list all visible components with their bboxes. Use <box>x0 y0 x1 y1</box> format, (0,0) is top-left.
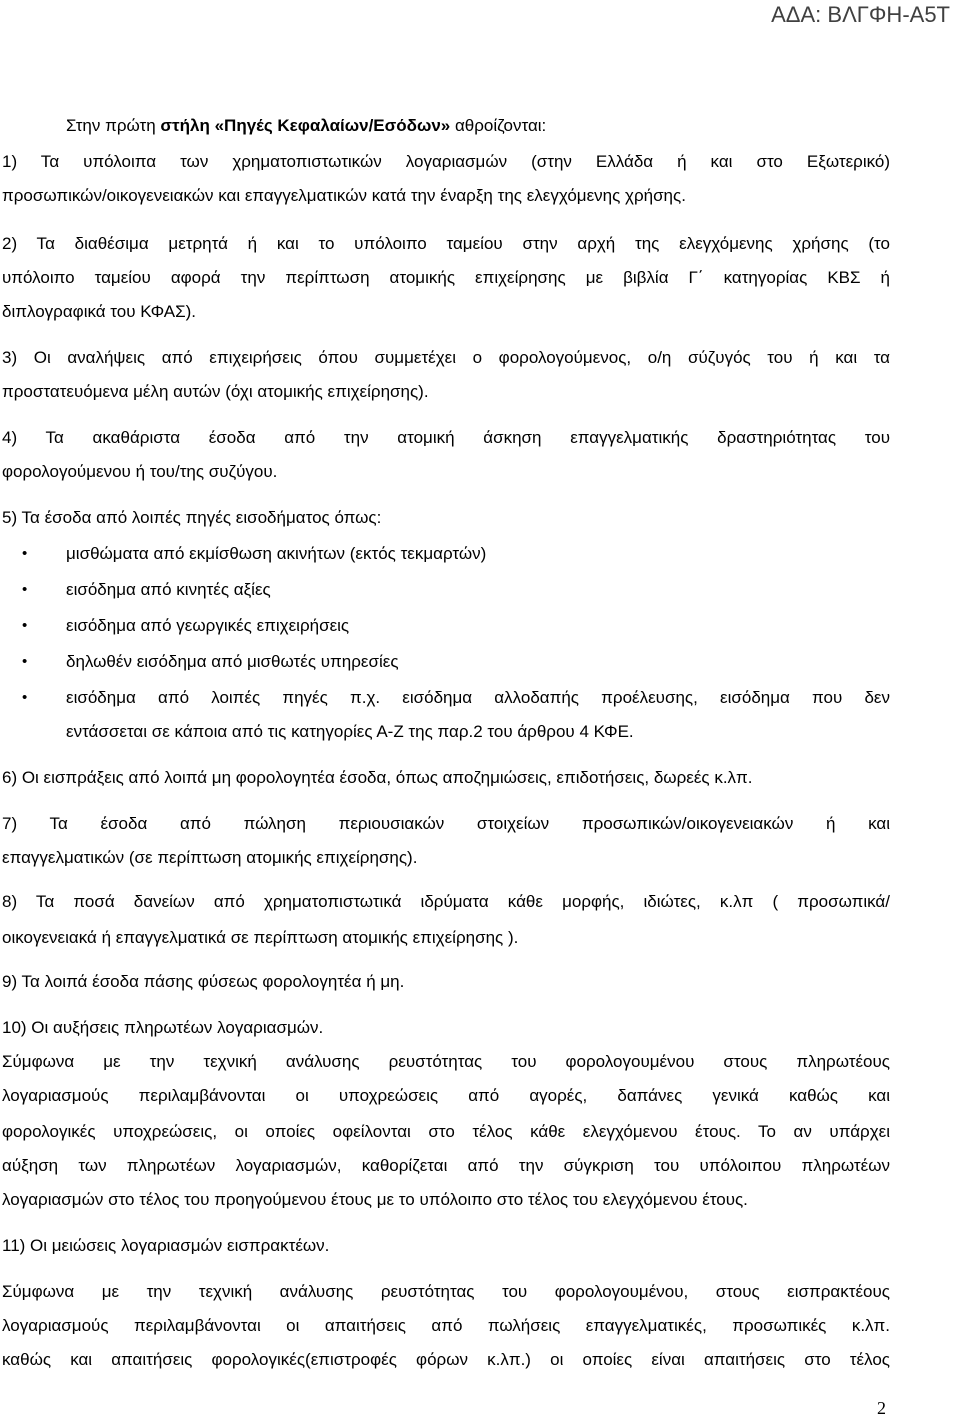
bullet-5-line-1: εισόδημα από λοιπές πηγές π.χ. εισόδημα αλλοδαπής προέλευσης, εισόδημα που δεν <box>66 688 890 707</box>
item-9: 9) Τα λοιπά έσοδα πάσης φύσεως φορολογητέα ή μη. <box>2 972 405 991</box>
bullet-1: μισθώματα από εκμίσθωση ακινήτων (εκτός τεκμαρτών) <box>66 544 487 563</box>
item-11-heading: 11) Οι μειώσεις λογαριασμών εισπρακτέων. <box>2 1236 330 1255</box>
item-11-text-3: καθώς και απαιτήσεις φορολογικές(επιστροφές φόρων κ.λπ.) οι οποίες είναι απαιτήσεις στο τέλος <box>2 1350 890 1369</box>
intro-suffix: αθροίζονται: <box>450 116 547 135</box>
item-10-text-2: λογαριασμούς περιλαμβάνονται οι υποχρεώσεις από αγορές, δαπάνες γενικά καθώς και <box>2 1086 890 1105</box>
item-10-text-4: αύξηση των πληρωτέων λογαριασμών, καθορίζεται από την σύγκριση του υπόλοιπου πληρωτέων <box>2 1156 890 1175</box>
item-3-line-2: προστατευόμενα μέλη αυτών (όχι ατομικής επιχείρησης). <box>2 382 429 401</box>
item-7-line-1: 7) Τα έσοδα από πώληση περιουσιακών στοιχείων προσωπικών/οικογενειακών ή και <box>2 814 890 833</box>
item-4-line-2: φορολογούμενου ή του/της συζύγου. <box>2 462 278 481</box>
item-4-line-1: 4) Τα ακαθάριστα έσοδα από την ατομική άσκηση επαγγελματικής δραστηριότητας του <box>2 428 890 447</box>
ada-code: ΑΔΑ: ΒΛΓΦΗ-Α5Τ <box>771 2 950 27</box>
item-10-heading: 10) Οι αυξήσεις πληρωτέων λογαριασμών. <box>2 1018 324 1037</box>
item-2-line-1: 2) Τα διαθέσιμα μετρητά ή και το υπόλοιπο ταμείου στην αρχή της ελεγχόμενης χρήσης (το <box>2 234 890 253</box>
bullet-marker: • <box>22 653 28 670</box>
item-10-text-1: Σύμφωνα με την τεχνική ανάλυσης ρευστότητας του φορολογουμένου στους πληρωτέους <box>2 1052 890 1071</box>
bullet-marker: • <box>22 617 28 634</box>
intro-prefix: Στην πρώτη <box>66 116 161 135</box>
item-11-text-1: Σύμφωνα με την τεχνική ανάλυσης ρευστότητας του φορολογουμένου, στους εισπρακτέους <box>2 1282 890 1301</box>
bullet-2: εισόδημα από κινητές αξίες <box>66 580 271 599</box>
item-8-line-1: 8) Τα ποσά δανείων από χρηματοπιστωτικά ιδρύματα κάθε μορφής, ιδιώτες, κ.λπ ( προσωπικά/ <box>2 892 890 911</box>
item-1-line-1: 1) Τα υπόλοιπα των χρηματοπιστωτικών λογαριασμών (στην Ελλάδα ή και στο Εξωτερικό) <box>2 152 890 171</box>
intro-bold: στήλη «Πηγές Κεφαλαίων/Εσόδων» <box>160 116 451 135</box>
item-5-heading: 5) Τα έσοδα από λοιπές πηγές εισοδήματος όπως: <box>2 508 382 527</box>
bullet-marker: • <box>22 581 28 598</box>
bullet-marker: • <box>22 545 28 562</box>
item-10-text-5: λογαριασμών στο τέλος του προηγούμενου έτους με το υπόλοιπο στο τέλος του ελεγχόμενου έτους. <box>2 1190 748 1209</box>
bullet-3: εισόδημα από γεωργικές επιχειρήσεις <box>66 616 350 635</box>
item-10-text-3: φορολογικές υποχρεώσεις, οι οποίες οφείλονται στο τέλος κάθε ελεγχόμενου έτους. Το αν υπάρχει <box>2 1122 890 1141</box>
page-number: 2 <box>877 1398 886 1418</box>
item-2-line-2: υπόλοιπο ταμείου αφορά την περίπτωση ατομικής επιχείρησης με βιβλία Γ΄ κατηγορίας ΚΒΣ ή <box>2 268 890 287</box>
item-7-line-2: επαγγελματικών (σε περίπτωση ατομικής επιχείρησης). <box>2 848 418 867</box>
item-11-text-2: λογαριασμούς περιλαμβάνονται οι απαιτήσεις από πωλήσεις επαγγελματικές, προσωπικές κ.λπ. <box>2 1316 890 1335</box>
item-8-line-2: οικογενειακά ή επαγγελματικά σε περίπτωση ατομικής επιχείρησης ). <box>2 928 519 947</box>
bullet-5-line-2: εντάσσεται σε κάποια από τις κατηγορίες Α-Ζ της παρ.2 του άρθρου 4 ΚΦΕ. <box>66 722 634 741</box>
bullet-4: δηλωθέν εισόδημα από μισθωτές υπηρεσίες <box>66 652 399 671</box>
intro-line <box>66 114 886 138</box>
item-6: 6) Οι εισπράξεις από λοιπά μη φορολογητέα έσοδα, όπως αποζημιώσεις, επιδοτήσεις, δωρεές κ.λπ. <box>2 768 753 787</box>
item-2-line-3: διπλογραφικά του ΚΦΑΣ). <box>2 302 196 321</box>
item-3-line-1: 3) Οι αναλήψεις από επιχειρήσεις όπου συμμετέχει ο φορολογούμενος, ο/η σύζυγός του ή και τα <box>2 348 890 367</box>
item-1-line-2: προσωπικών/οικογενειακών και επαγγελματικών κατά την έναρξη της ελεγχόμενης χρήσης. <box>2 186 686 205</box>
bullet-marker: • <box>22 689 28 706</box>
